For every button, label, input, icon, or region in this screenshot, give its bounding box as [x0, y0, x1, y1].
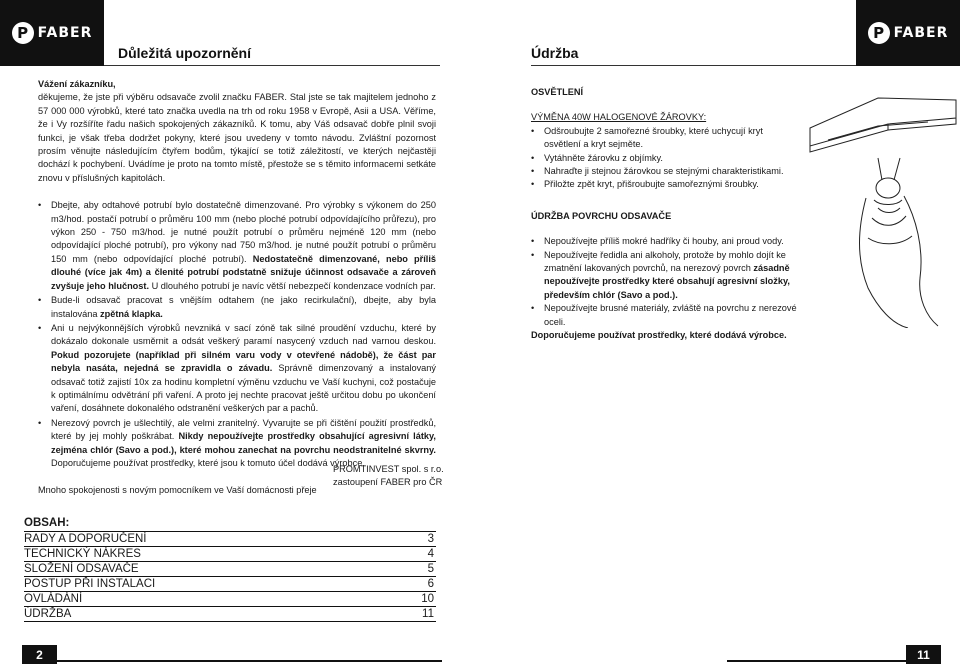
bulb-replace-subheading: VÝMĚNA 40W HALOGENOVÉ ŽÁROVKY:	[531, 112, 707, 123]
left-page-title: Důležitá upozornění	[118, 45, 251, 61]
list-item: • Vytáhněte žárovku z objímky.	[531, 152, 801, 165]
list-item: • Přiložte zpět kryt, přišroubujte samořeznými šroubky.	[531, 178, 801, 191]
toc-row: OVLÁDÁNÍ 10	[24, 593, 434, 605]
left-footer-rule	[22, 660, 442, 662]
surface-care-recommendation: Doporučujeme používat prostředky, které dodává výrobce.	[531, 330, 787, 341]
hood-bulb-illustration	[808, 88, 958, 328]
intro-paragraph: děkujeme, že jste při výběru odsavače zvolil značku FABER. Stal jste se tak majitelem jednoho z 57 000 000 výrobků, které tato značka uvedla na trh od roku 1958 v Evropě, Asii a USA. Věříme, že i Vy rozšíříte řadu našich spokojených zákazníků. K tomu, aby Váš odsavač dobře plnil svoji funkci, je však třeba dodržet pokyny, které jsou uvedeny v tomto návodu. Zvláštní pozornost prosím věnujte následujícím čtyřem bodům, týkající se totiž záležitostí, ve kterých nejčastěji dochází k pochybení. Uvádíme je proto na tomto místě, přestože se s těmito informacemi setkáte znovu v příslušných kapitolách.	[38, 92, 436, 183]
toc-row: RADY A DOPORUČENÍ 3	[24, 533, 434, 545]
toc-row: SLOŽENÍ ODSAVAČE 5	[24, 563, 434, 575]
warning-item-duct: • Dbejte, aby odtahové potrubí bylo dostatečně dimenzované. Pro výrobky s výkonem do 250 m3/hod. postačí potrubí o průměru 100 mm (nebo ploché potrubí odpovídajícího průřezu), pro výkon 250 - 750 m3/hod. je nutné použít potrubí o průměru nejméně 120 mm (nebo odpovídající ploché potrubí), pro výkony nad 750 m3/hod. je nutné použít potrubí o průměru 150 mm (nebo odpovídající ploché potrubí). Nedostatečně dimenzované, nebo příliš dlouhé (více jak 4m) a členité potrubí podstatně snižuje účinnost odsavače a zároveň zvyšuje jeho hlučnost. U dlouhého potrubí je navíc větší nebezpečí kondenzace vodních par.	[38, 199, 436, 293]
table-of-contents	[24, 516, 436, 622]
right-body	[531, 86, 801, 343]
faber-logo-right	[856, 0, 960, 66]
list-item: • Nepoužívejte ředidla ani alkoholy, protože by mohlo dojít ke zmatnění lakovaných povrchů, na nerezový povrch zásadně nepoužívejte prostředky které obsahují agresivní složky, především chlór (Savo a pod.).	[531, 249, 801, 303]
list-item: • Nahraďte ji stejnou žárovkou se stejnými charakteristikami.	[531, 165, 801, 178]
right-title-divider	[531, 65, 856, 66]
warning-item-valve: • Bude-li odsavač pracovat s vnějším odtahem (ne jako recirkulační), dbejte, aby byla instalována zpětná klapka.	[38, 294, 436, 321]
right-page-number: 11	[906, 645, 941, 664]
left-title-divider	[104, 65, 440, 66]
right-page-title: Údržba	[531, 45, 579, 61]
left-body	[38, 78, 436, 498]
surface-care-heading: ÚDRŽBA POVRCHU ODSAVAČE	[531, 210, 672, 221]
list-item: • Odšroubujte 2 samořezné šroubky, které uchycují kryt osvětlení a kryt sejměte.	[531, 125, 801, 152]
toc-heading: OBSAH:	[24, 516, 436, 532]
left-page-number: 2	[22, 645, 57, 664]
faber-mark-icon: P	[12, 22, 34, 44]
bulb-steps	[531, 125, 801, 192]
faber-mark-icon: P	[868, 22, 890, 44]
list-item: • Nepoužívejte brusné materiály, zvláště na povrchu z nerezové oceli.	[531, 302, 801, 329]
toc-row: ÚDRŽBA 11	[24, 608, 434, 620]
signature-role: zastoupení FABER pro ČR	[333, 477, 443, 488]
signature-block	[333, 463, 444, 490]
faber-wordmark: FABER	[893, 25, 949, 41]
faber-logo-left	[0, 0, 104, 66]
signature-company: PROMTINVEST spol. s r.o.	[333, 464, 444, 474]
right-footer-rule	[727, 660, 907, 662]
toc-row: TECHNICKÝ NÁKRES 4	[24, 548, 434, 560]
lighting-heading: OSVĚTLENÍ	[531, 87, 584, 97]
warning-item-stainless: • Nerezový povrch je ušlechtilý, ale velmi zranitelný. Vyvarujte se při čištění použití prostředků, které by jej mohly poškrábat. Nikdy nepoužívejte prostředky obsahující agresivní látky, zejména chlór (Savo a pod.), které mohou zanechat na povrchu neodstranitelné skvrny. Doporučujeme používat prostředky, které jsou k tomuto účel dodává výrobce.	[38, 417, 436, 471]
faber-wordmark: FABER	[37, 25, 93, 41]
warning-item-airflow: • Ani u nejvýkonnějších výrobků nevzniká v sací zóně tak silné proudění vzduchu, které by dokázalo dokonale usměrnit a odsát veškerý paramí nasycený vzduch nad varnou deskou. Pokud pozorujete (například při silném varu vody v otevřené nádobě), že část par nebyla nasáta, nejedná se zpravidla o závadu. Správně dimenzovaný a instalovaný odsavač totiž zajistí 10x za hodinu kompletní výměnu vzduchu ve Vaší kuchyni, což postačuje k optimálnímu odvětrání při vaření. A proto jej nechte pracovat ještě určitou dobu po ukončení vaření, dosáhnete dokonalého odstranění veškerých par a pachů.	[38, 322, 436, 416]
closing-line: Mnoho spokojenosti s novým pomocníkem ve Vaší domácnosti přeje	[38, 485, 317, 496]
warning-list	[38, 199, 436, 470]
surface-care-list	[531, 235, 801, 329]
greeting: Vážení zákazníku,	[38, 79, 116, 89]
list-item: • Nepoužívejte příliš mokré hadříky či houby, ani proud vody.	[531, 235, 801, 248]
toc-row: POSTUP PŘI INSTALACI 6	[24, 578, 434, 590]
